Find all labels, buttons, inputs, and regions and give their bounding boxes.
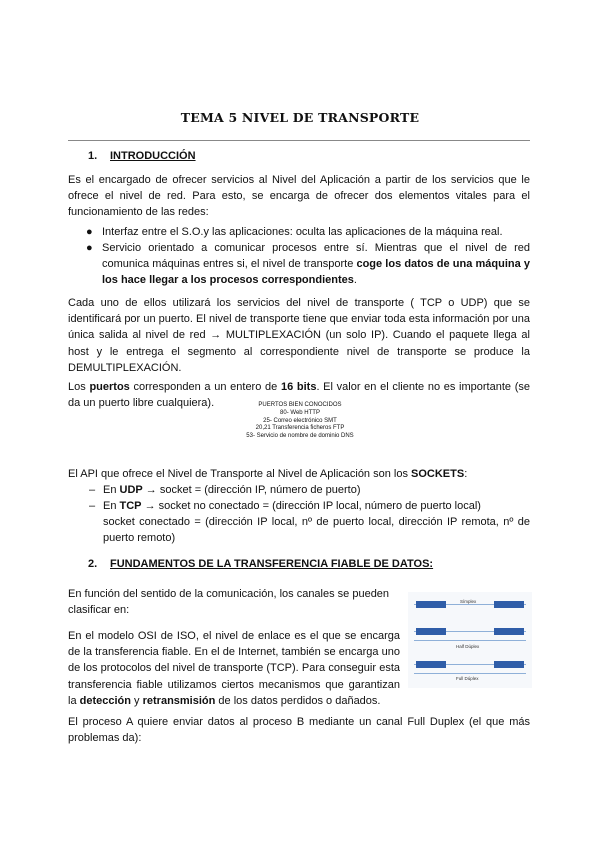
udp-text-post: → socket = (dirección IP, número de puerto) [142, 484, 361, 496]
ports-table-header: PUERTOS BIEN CONOCIDOS [258, 402, 342, 408]
section-1-title: INTRODUCCIÓN [110, 150, 196, 162]
bits-bold: 16 bits [280, 381, 317, 393]
udp-bold: UDP [119, 484, 143, 496]
bullet-text-end: . [353, 274, 357, 287]
api-text: El API que ofrece el Nivel de Transporte al Nivel de Aplicación son los [68, 468, 412, 480]
half-duplex-block-right [494, 628, 524, 635]
full-duplex-block-right [494, 661, 524, 668]
osi-text: En el modelo OSI de ISO, el nivel de enlace es el que se encarga de la transferencia fiable. En el de Internet, también se encarga uno de los protocolos del nivel de transporte (TCP). Para conseguir esta transferencia fiable utilizamos ciertos mecanismos que garantizan la [68, 630, 400, 707]
bullet-text: Servicio orientado a comunicar procesos entre sí. Mientras que el nivel de red comunica máquinas entres si, el nivel de transporte [102, 242, 530, 271]
ports-table-row: 80- Web HTTP [280, 409, 320, 416]
osi-text-post: de los datos perdidos o dañados. [215, 694, 381, 707]
sockets-bold: SOCKETS [411, 468, 465, 480]
channels-paragraph: En función del sentido de la comunicación, los canales se pueden clasificar en: [68, 588, 390, 617]
bullet-item-service [86, 240, 530, 289]
bullet-text: Interfaz entre el S.O.y las aplicaciones: oculta las aplicaciones de la máquina real. [102, 226, 503, 238]
simplex-label: Símplex [460, 599, 477, 604]
tcp-bold: TCP [119, 500, 142, 512]
osi-paragraph [68, 628, 400, 709]
ports-table-row: 53- Servicio de nombre de dominio DNS [246, 433, 354, 440]
half-duplex-return-line [414, 640, 526, 641]
section-2-number: 2. [88, 558, 98, 570]
full-duplex-block-left [416, 661, 446, 668]
simplex-block-right [494, 601, 524, 608]
tcp-text: En [103, 500, 120, 512]
api-paragraph [68, 466, 530, 482]
ports-text: Los [68, 381, 90, 393]
well-known-ports-table [225, 402, 375, 441]
dash-icon: – [89, 484, 96, 496]
udp-text: En [103, 484, 120, 496]
bullet-icon: ● [86, 226, 93, 238]
bullet-bold-text: coge los datos de una máquina y los hace llegar a los procesos correspondientes [102, 258, 530, 287]
title-divider [68, 140, 530, 141]
multiplexing-paragraph: Cada uno de ellos utilizará los servicios del nivel de transporte ( TCP o UDP) que se identificará por un puerto. El nivel de transporte tiene que enviar toda esta información por una única salida al nivel de red → MULTIPLEXACIÓN (un solo IP). Cuando el paquete llega al host y le entrega el segmento al correspondiente nivel de transporte se produce la DEMULTIPLEXACIÓN. [68, 297, 530, 374]
osi-text-mid: y [130, 694, 143, 707]
tcp-connected-socket: socket conectado = (dirección IP local, nº de puerto local, dirección IP remota, nº de puerto remoto) [103, 516, 530, 545]
intro-paragraph: Es el encargado de ofrecer servicios al Nivel del Aplicación a partir de los servicios que le ofrece el nivel de red. Para esto, se encarga de ofrecer dos elementos vitales para el funcionamiento de las redes: [68, 174, 530, 219]
tcp-socket-item [89, 498, 530, 514]
simplex-block-left [416, 601, 446, 608]
full-duplex-label: Full Dúplex [456, 676, 479, 681]
ports-table-row: 20,21 Transferencia ficheros FTP [255, 425, 345, 432]
process-paragraph: El proceso A quiere enviar datos al proceso B mediante un canal Full Duplex (el que más problemas da): [68, 716, 530, 745]
udp-socket-item [89, 482, 530, 498]
bullet-icon: ● [86, 242, 93, 254]
ports-text-mid: corresponden a un entero de [129, 381, 281, 393]
section-2-title: FUNDAMENTOS DE LA TRANSFERENCIA FIABLE DE DATOS: [110, 558, 434, 570]
detection-bold: detección [79, 694, 131, 707]
full-duplex-return-line [414, 673, 526, 674]
section-2-heading [88, 558, 433, 570]
retransmission-bold: retransmisión [142, 694, 216, 707]
page-title: TEMA 5 NIVEL DE TRANSPORTE [180, 110, 420, 125]
ports-text-post: . El valor en el cliente no es importante (se da un puerto libre cualquiera). [68, 381, 530, 410]
api-text-post: : [464, 468, 468, 480]
bullet-item-interface [86, 224, 530, 240]
half-duplex-label: Half Dúplex [456, 644, 480, 649]
section-1-heading [88, 150, 196, 162]
dash-icon: – [89, 500, 96, 512]
tcp-text-post: → socket no conectado = (dirección IP local, número de puerto local) [141, 500, 481, 512]
channel-types-diagram [408, 592, 532, 688]
ports-bold: puertos [89, 381, 130, 393]
ports-table-row: 25- Correo electrónico SMT [263, 417, 337, 424]
section-1-number: 1. [88, 150, 98, 162]
half-duplex-block-left [416, 628, 446, 635]
